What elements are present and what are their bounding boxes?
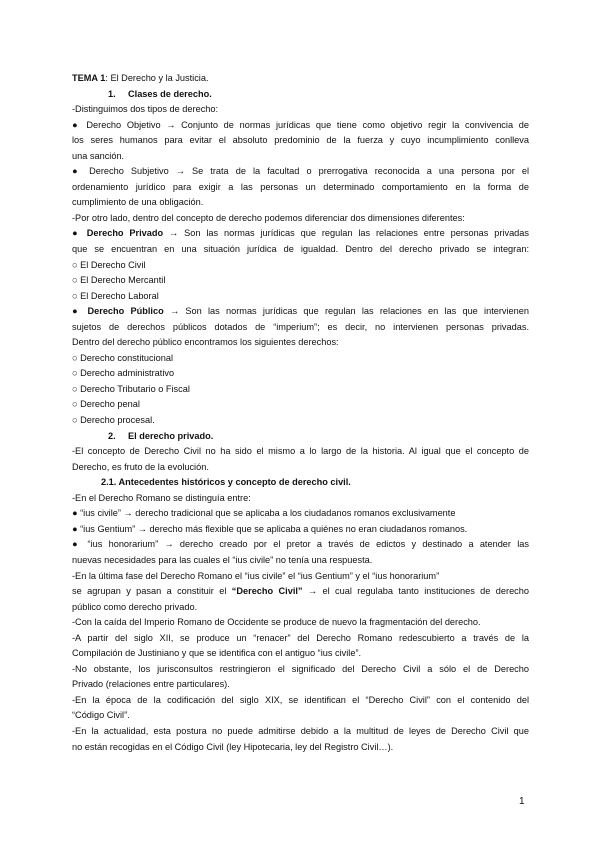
list-item: ● “ius civile” → derecho tradicional que se aplicaba a los ciudadanos romanos exclusivamente [72, 508, 456, 519]
text-line: que se encuentran en una situación jurídica de igualdad. Dentro del derecho privado se integran: [72, 244, 529, 255]
text-line: ordenamiento jurídico para exigir a las personas un determinado comportamiento en la forma de [72, 181, 529, 192]
title-prefix: TEMA 1 [72, 73, 106, 83]
list-item: ○ El Derecho Civil [72, 259, 146, 270]
list-item: ○ Derecho Tributario o Fiscal [72, 383, 190, 394]
list-item: ○ Derecho administrativo [72, 368, 175, 379]
paragraph: -En el Derecho Romano se distinguía entre: [72, 492, 251, 503]
paragraph: -Con la caída del Imperio Romano de Occidente se produce de nuevo la fragmentación del derecho. [72, 617, 481, 628]
text-span: → el cual regulaba tanto instituciones de derecho [302, 586, 529, 597]
section-number: 1. [108, 88, 116, 99]
section-heading-2 [72, 429, 529, 445]
bold-term: ● Derecho Público [72, 306, 164, 317]
text-line: Derecho, es fruto de la evolución. [72, 461, 209, 472]
text-line: -En la última fase del Derecho Romano el “ius civile” el “ius Gentium” y el “ius honorarium” [72, 570, 440, 581]
text-line: no están recogidas en el Código Civil (ley Hipotecaria, ley del Registro Civil…). [72, 741, 394, 752]
page-title [72, 71, 529, 87]
section-number: 2. [108, 430, 116, 441]
bold-term: “Derecho Civil” [231, 586, 303, 597]
bold-term: ● Derecho Privado [72, 228, 164, 239]
page-content [72, 71, 529, 755]
text-line [72, 584, 529, 600]
text-line: -A partir del siglo XII, se produce un “renacer” del Derecho Romano redescubierto a través de la [72, 632, 529, 643]
text-line: -El concepto de Derecho Civil no ha sido el mismo a lo largo de la historia. Al igual que el concepto de [72, 446, 529, 457]
text-line: una sanción. [72, 150, 125, 161]
text-span: se agrupan y pasan a constituir el [72, 586, 232, 597]
text-span: → Son las normas jurídicas que regulan las relaciones en las que intervienen [163, 306, 529, 317]
title-rest: : El Derecho y la Justicia. [105, 73, 209, 83]
list-item: ○ El Derecho Laboral [72, 290, 159, 301]
list-item: ○ El Derecho Mercantil [72, 275, 166, 286]
list-item: ● “ius honorarium” → derecho creado por el pretor a través de edictos y destinado a atender las [72, 539, 529, 550]
text-line: ● Derecho Subjetivo → Se trata de la facultad o prerrogativa reconocida a una persona por el [72, 166, 529, 177]
section-title: El derecho privado. [128, 430, 214, 441]
text-line: nuevas necesidades para las cuales el “ius civile” no tenía una respuesta. [72, 554, 373, 565]
section-title: Clases de derecho. [128, 88, 212, 99]
text-line: Privado (relaciones entre particulares). [72, 679, 230, 690]
text-line: público como derecho privado. [72, 601, 198, 612]
text-line: -En la actualidad, esta postura no puede admitirse debido a la multitud de leyes de Derecho Civil que [72, 725, 529, 736]
text-line: -No obstante, los jurisconsultos restringieron el significado del Derecho Civil a sólo el de Derecho [72, 663, 529, 674]
text-line: los seres humanos para evitar el absoluto predominio de la fuerza y cuyo incumplimiento conlleva [72, 135, 529, 146]
list-item: ● “ius Gentium” → derecho más flexible que se aplicaba a quiénes no eran ciudadanos romanos. [72, 523, 468, 534]
list-item: ○ Derecho penal [72, 399, 140, 410]
subsection-heading: 2.1. Antecedentes históricos y concepto de derecho civil. [101, 477, 351, 488]
text-line: Dentro del derecho público encontramos los siguientes derechos: [72, 337, 339, 348]
text-line: cumplimiento de una obligación. [72, 197, 204, 208]
list-item: ○ Derecho procesal. [72, 415, 155, 426]
text-line: Compilación de Justiniano y que se identifica con el antiguo “ius civile”. [72, 648, 362, 659]
text-line: “Código Civil”. [72, 710, 130, 721]
text-line [72, 304, 529, 320]
paragraph: -Distinguimos dos tipos de derecho: [72, 104, 219, 115]
section-heading-1 [72, 87, 529, 103]
text-line: -En la época de la codificación del siglo XIX, se identifican el “Derecho Civil” con el contenido del [72, 694, 529, 705]
page-number: 1 [519, 796, 525, 807]
text-line [72, 226, 529, 242]
text-line: sujetos de derechos públicos dotados de “imperium”; es decir, no intervienen personas privadas. [72, 321, 529, 332]
list-item: ○ Derecho constitucional [72, 352, 174, 363]
text-span: → Son las normas jurídicas que regulan las relaciones entre personas privadas [163, 228, 529, 239]
text-line: ● Derecho Objetivo → Conjunto de normas jurídicas que tiene como objetivo regir la convivencia de [72, 119, 529, 130]
paragraph: -Por otro lado, dentro del concepto de derecho podemos diferenciar dos dimensiones diferentes: [72, 212, 465, 223]
